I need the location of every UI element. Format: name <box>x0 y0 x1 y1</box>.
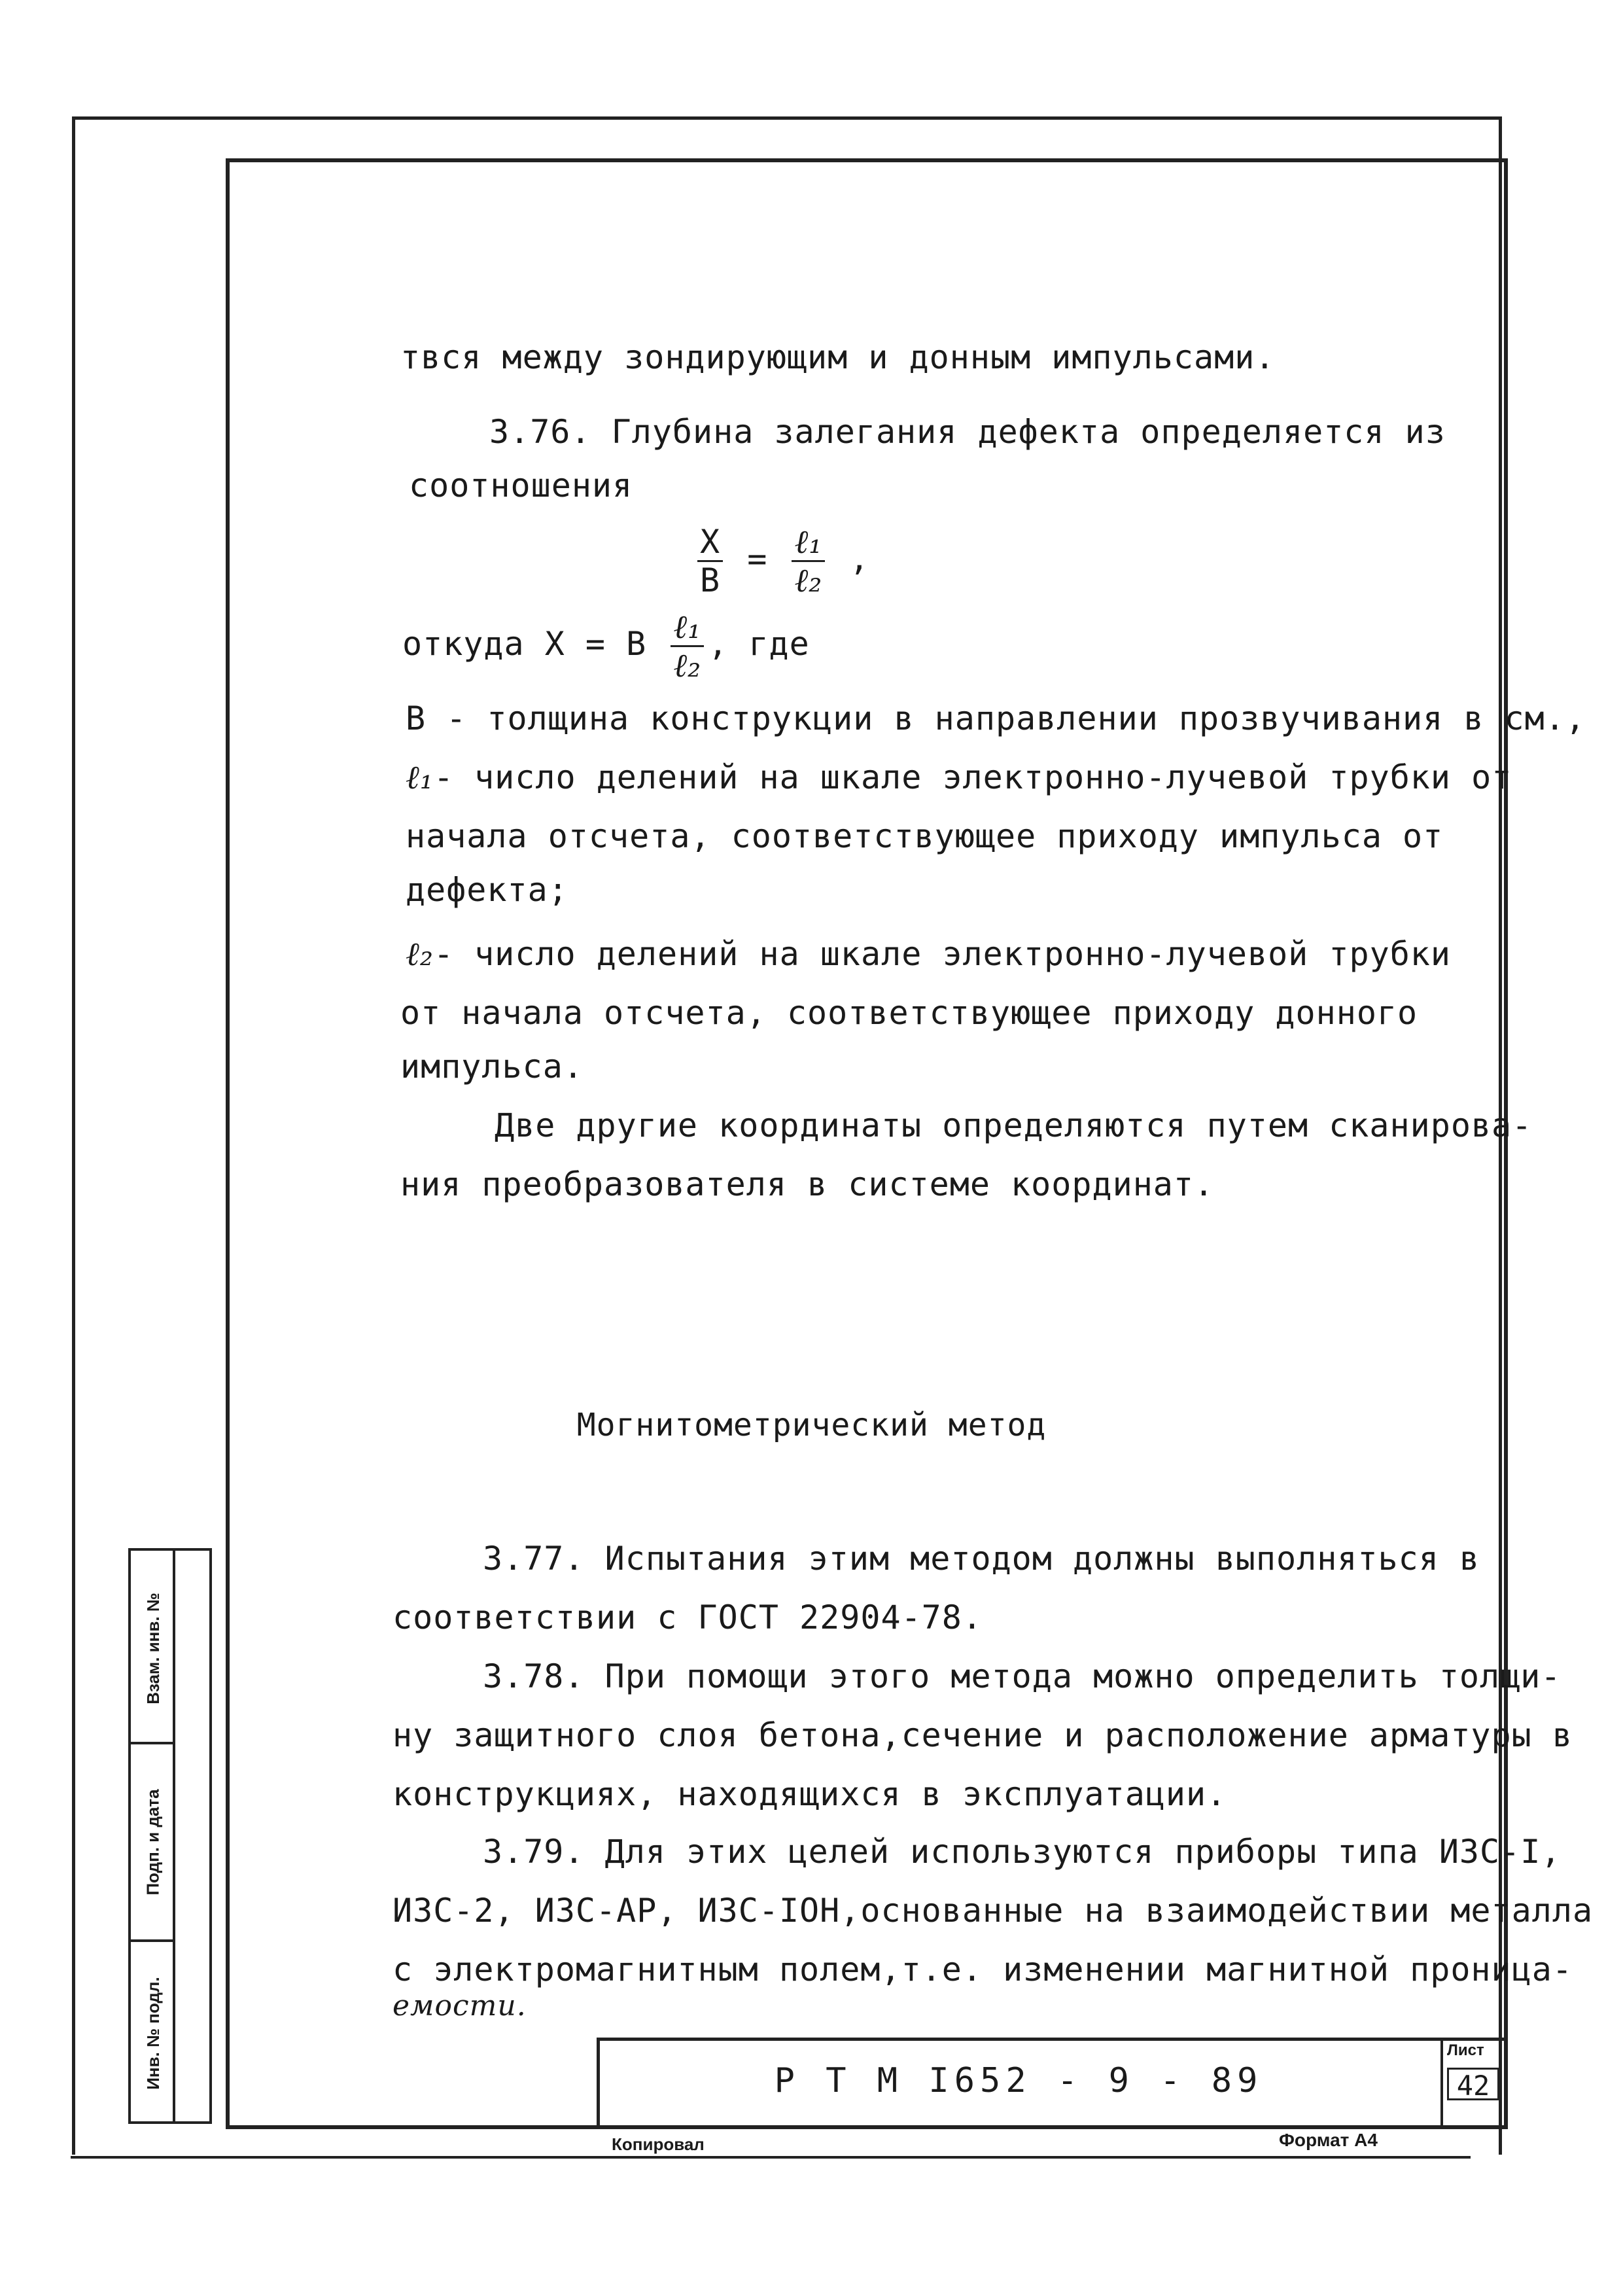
definition-b: В - толщина конструкции в направлении прозвучивания в см., <box>406 699 1586 737</box>
text-line: соответствии с ГОСТ 22904-78. <box>393 1598 983 1636</box>
outer-frame-bottom <box>71 2156 1471 2159</box>
formula-solution: откуда X = B $\frac{\text{ℓ₁}}{\text{ℓ₂}}$ , где <box>402 608 810 684</box>
document-code: Р Т М I652 - 9 - 89 <box>774 2061 1263 2100</box>
text-line: твся между зондирующим и донным импульсами. <box>400 338 1276 376</box>
sheet-label: Лист <box>1447 2041 1484 2059</box>
paragraph-3-76: 3.76. Глубина залегания дефекта определяется из <box>489 413 1446 451</box>
sheet-number: 42 <box>1447 2068 1499 2100</box>
text-line: начала отсчета, соответствующее приходу импульса от <box>406 817 1444 855</box>
copied-by-label: Копировал <box>612 2134 705 2154</box>
text-line: Две другие координаты определяются путем сканирова- <box>495 1106 1533 1144</box>
paragraph-3-77: 3.77. Испытания этим методом должны выполняться в <box>483 1540 1480 1578</box>
stamp-separator <box>131 1939 173 1942</box>
definition-l1: ℓ₁- число делений на шкале электронно-лучевой трубки от <box>406 758 1512 796</box>
text-line: импульса. <box>400 1048 584 1086</box>
definition-l2: ℓ₂- число делений на шкале электронно-лучевой трубки <box>406 935 1452 973</box>
section-heading: Могнитометрический метод <box>576 1407 1047 1443</box>
paragraph-3-78: 3.78. При помощи этого метода можно определить толщи- <box>483 1657 1562 1695</box>
paragraph-3-79: 3.79. Для этих целей используются приборы типа ИЗС-I, <box>483 1833 1562 1871</box>
text-line: конструкциях, находящихся в эксплуатации. <box>393 1775 1227 1813</box>
text-line: ния преобразователя в системе координат. <box>400 1165 1215 1203</box>
stamp-column <box>128 1548 212 2124</box>
text-line: от начала отсчета, соответствующее приходу донного <box>400 994 1418 1032</box>
stamp-divider <box>173 1551 175 2121</box>
stamp-separator <box>131 1742 173 1744</box>
format-label: Формат А4 <box>1279 2130 1378 2150</box>
text-line: ну защитного слоя бетона,сечение и расположение арматуры в <box>393 1716 1573 1754</box>
text-line: с электромагнитным полем,т.е. изменении магнитной проница- <box>393 1951 1573 1988</box>
handwritten-continuation: емости. <box>393 1989 527 2022</box>
text-line: ИЗС-2, ИЗС-АР, ИЗС-IОН,основанные на взаимодействии металла <box>393 1892 1594 1930</box>
stamp-cell-replacement: Взам. инв. № <box>143 1592 163 1704</box>
stamp-cell-signature: Подп. и дата <box>143 1788 163 1896</box>
text-line: соотношения <box>409 467 633 504</box>
text-line: дефекта; <box>406 871 568 909</box>
stamp-cell-inventory: Инв. № подл. <box>143 1976 163 2090</box>
formula-ratio: $\frac{X}{B}$ = $\frac{\text{ℓ₁}}{\text{ℓ₂}}$ , <box>693 523 870 599</box>
